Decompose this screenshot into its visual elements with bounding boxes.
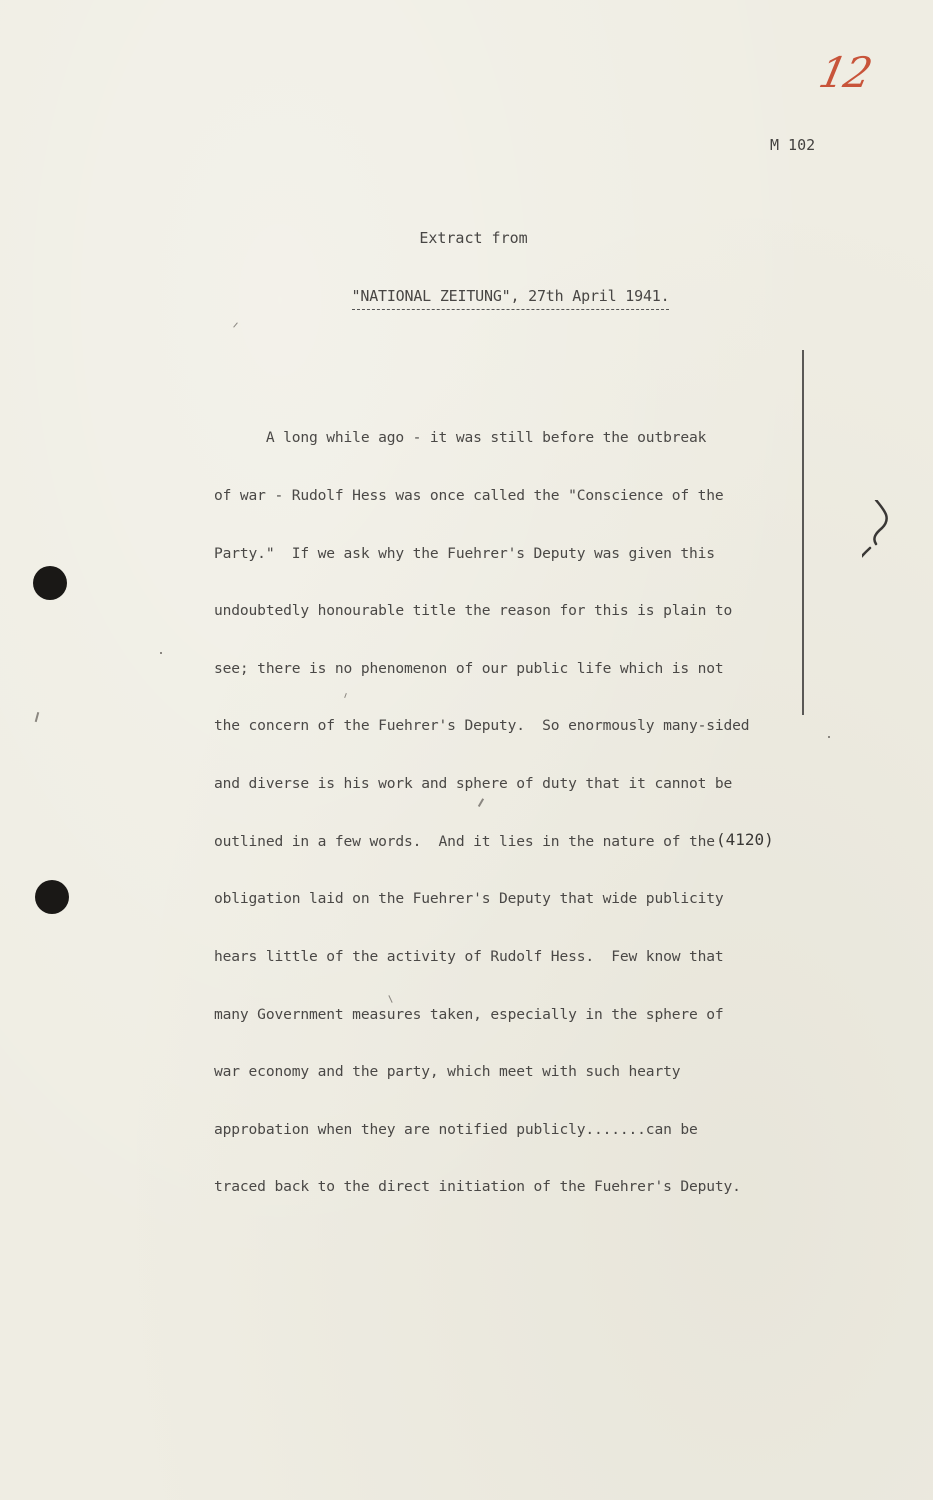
paragraph-line: of war - Rudolf Hess was once called the "Conscience of the [214,487,724,505]
catalog-number: (4120) [716,830,774,849]
paragraph-line: obligation laid on the Fuehrer's Deputy that wide publicity [214,890,724,908]
paragraph-line: and diverse is his work and sphere of duty that it cannot be [214,775,733,793]
paper-speck [35,712,39,722]
paper-speck [233,322,238,327]
punch-hole [35,880,69,914]
paragraph-line: outlined in a few words. And it lies in the nature of the [214,832,715,850]
punch-hole [33,566,67,600]
margin-marking-line [802,350,804,715]
margin-tick-mark [862,500,902,625]
paragraph-line: approbation when they are notified publicly.......can be [214,1120,698,1138]
paragraph-line: the concern of the Fuehrer's Deputy. So enormously many-sided [214,717,750,735]
paper-speck [160,652,162,654]
paragraph-line: A long while ago - it was still before the outbreak [214,429,707,447]
heading-source-text: "NATIONAL ZEITUNG", 27th April 1941. [352,287,670,310]
paragraph-line: traced back to the direct initiation of the Fuehrer's Deputy. [214,1178,741,1196]
paper-speck [828,736,830,738]
heading-extract [7,229,933,247]
heading-extract-text: Extract from [419,229,528,247]
document-reference: M 102 [770,136,816,154]
paragraph-line: hears little of the activity of Rudolf Hess. Few know that [214,947,724,965]
heading-source [44,287,933,310]
paragraph-line: see; there is no phenomenon of our public life which is not [214,659,724,677]
folio-number: 12 [814,48,875,97]
paragraph-line: war economy and the party, which meet with such hearty [214,1063,681,1081]
paragraph-line: undoubtedly honourable title the reason for this is plain to [214,602,733,620]
extract-paragraph [214,390,829,1235]
paragraph-line: many Government measures taken, especially in the sphere of [214,1005,724,1023]
paragraph-line: Party." If we ask why the Fuehrer's Deputy was given this [214,544,715,562]
